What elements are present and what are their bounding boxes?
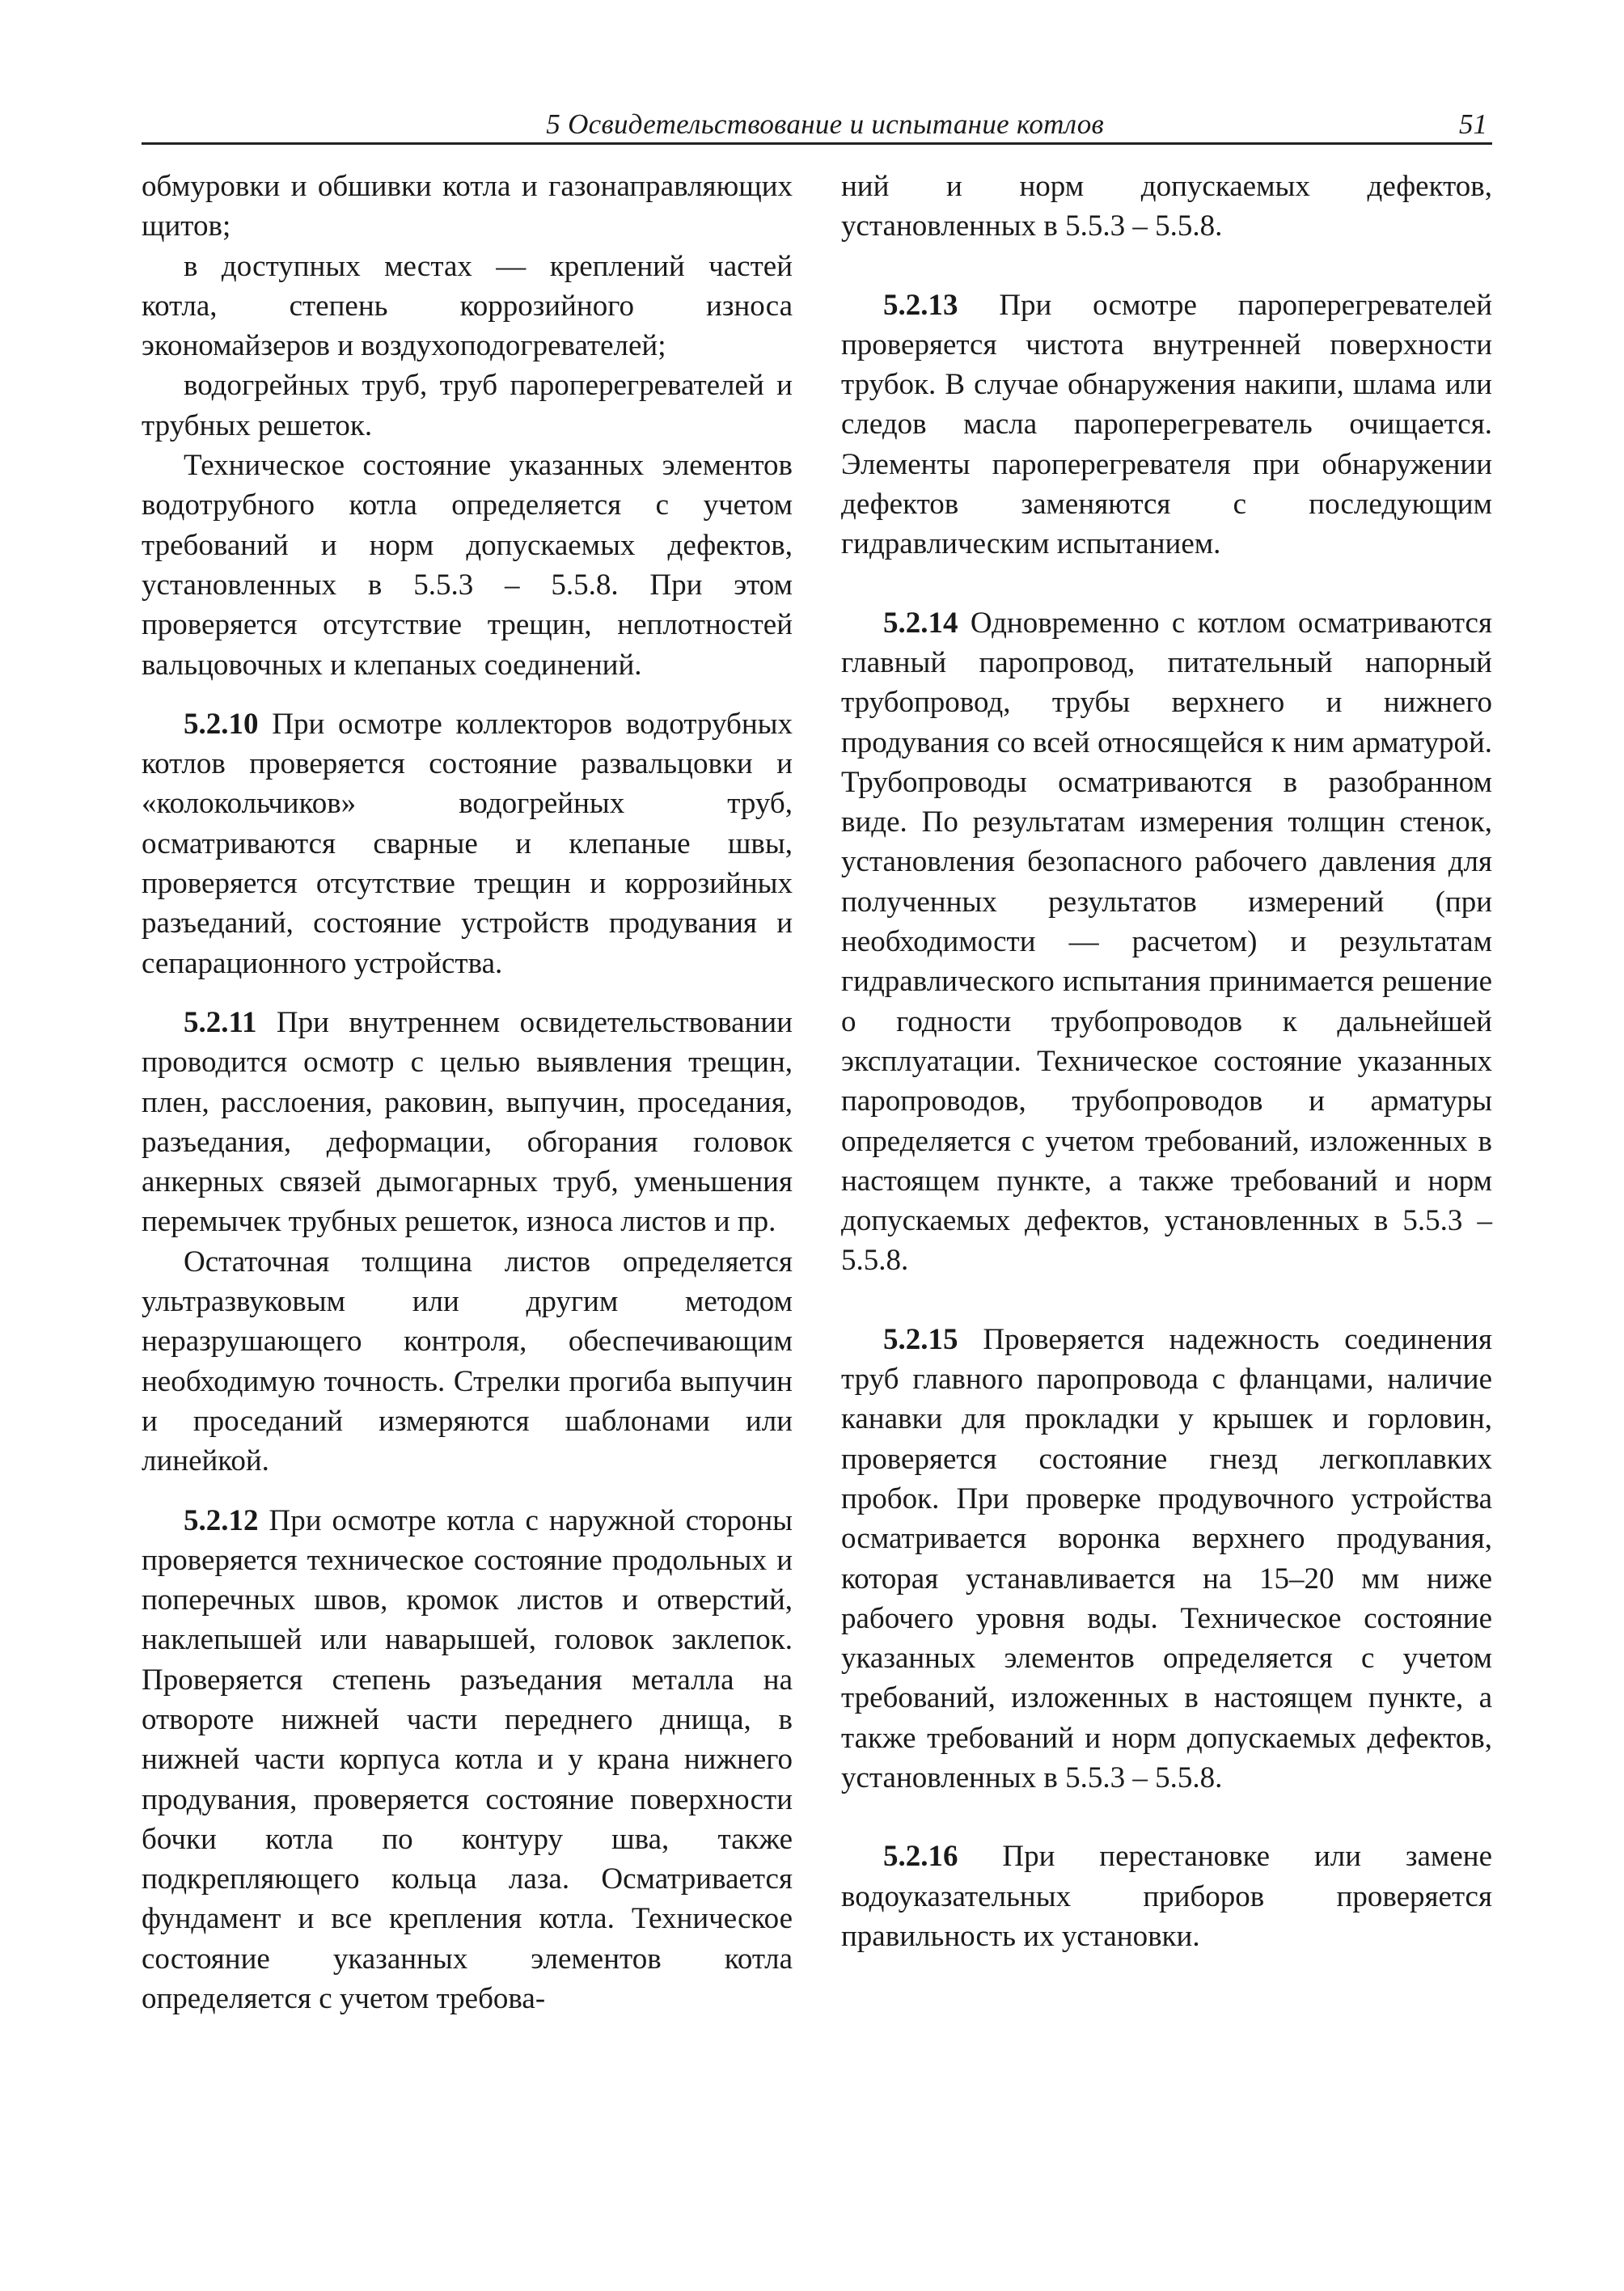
section-5-2-16 xyxy=(841,1837,1492,1956)
paragraph: в доступных местах — креплений частей котла, степень коррозийного износа экономайзеров и воздухоподогревателей; xyxy=(142,249,793,363)
section-number: 5.2.16 xyxy=(883,1840,958,1874)
right-column xyxy=(841,167,1492,1956)
page-number: 51 xyxy=(1459,108,1487,140)
paragraph: Техническое состояние указанных элементов водотрубного котла определяется с учетом требований и норм допускаемых дефектов, установленных в 5.5.3 – 5.5.8. При этом проверяется отсутствие трещин, неплотностей вальцовочных и клепаных соединений. xyxy=(142,449,793,682)
section-5-2-12 xyxy=(142,1501,793,2019)
section-text: При перестановке или замене водоуказательных приборов проверяется правильность их установки. xyxy=(841,1840,1492,1953)
section-number: 5.2.13 xyxy=(883,288,958,322)
page-header xyxy=(142,105,1492,145)
paragraph: обмуровки и обшивки котла и газонаправляющих щитов; xyxy=(142,170,793,243)
paragraph: водогрейных труб, труб пароперегревателей и трубных решеток. xyxy=(142,369,793,442)
section-5-2-10 xyxy=(142,704,793,983)
section-5-2-14 xyxy=(841,603,1492,1281)
section-number: 5.2.11 xyxy=(184,1005,257,1039)
section-text: Проверяется надежность соединения труб главного паропровода с фланцами, наличие канавки для прокладки у крышек и горловин, проверяется состояние гнезд легкоплавких пробок. При проверке продувочного устройства осматривается воронка верхнего продувания, которая устанавливается на 15–20 мм ниже рабочего уровня воды. Техническое состояние указанных элементов определяется с учетом требований, изложенных в настоящем пункте, а также требований и норм допускаемых дефектов, установленных в 5.5.3 – 5.5.8. xyxy=(841,1322,1492,1794)
section-number: 5.2.15 xyxy=(883,1322,958,1356)
section-text: При внутреннем освидетельствовании проводится осмотр с целью выявления трещин, плен, расслоения, раковин, выпучин, проседания, разъедания, деформации, обгорания головок анкерных связей дымогарных труб, уменьшения перемычек трубных решеток, износа листов и пр. xyxy=(142,1005,793,1239)
section-number: 5.2.12 xyxy=(184,1503,259,1537)
running-title: 5 Освидетельствование и испытание котлов xyxy=(546,108,1104,140)
paragraph: Остаточная толщина листов определяется ультразвуковым или другим методом неразрушающего контроля, обеспечивающим необходимую точность. Стрелки прогиба выпучин и проседаний измеряются шаблонами или линейкой. xyxy=(142,1245,793,1478)
section-number: 5.2.10 xyxy=(184,707,259,741)
section-5-2-15 xyxy=(841,1320,1492,1799)
left-column xyxy=(142,167,793,2018)
section-5-2-13 xyxy=(841,285,1492,564)
section-number: 5.2.14 xyxy=(883,606,958,640)
section-text: При осмотре пароперегревателей проверяется чистота внутренней поверхности трубок. В случае обнаружения накипи, шлама или следов масла пароперегреватель очищается. Элементы пароперегревателя при обнаружении дефектов заменяются с последующим гидравлическим испытанием. xyxy=(841,288,1492,561)
section-text: При осмотре котла с наружной стороны проверяется техническое состояние продольных и поперечных швов, кромок листов и отверстий, наклепышей или наварышей, головок заклепок. Проверяется степень разъедания металла на отвороте нижней части переднего днища, в нижней части корпуса котла и у крана нижнего продувания, проверяется состояние поверхности бочки котла по контуру шва, также подкрепляющего кольца лаза. Осматривается фундамент и все крепления котла. Техническое состояние указанных элементов котла определяется с учетом требова- xyxy=(142,1503,793,2016)
paragraph: ний и норм допускаемых дефектов, установленных в 5.5.3 – 5.5.8. xyxy=(841,170,1492,243)
section-text: При осмотре коллекторов водотрубных котлов проверяется состояние развальцовки и «колокольчиков» водогрейных труб, осматриваются сварные и клепаные швы, проверяется отсутствие трещин и коррозийных разъеданий, состояние устройств продувания и сепарационного устройства. xyxy=(142,707,793,980)
section-text: Одновременно с котлом осматриваются главный паропровод, питательный напорный трубопровод, трубы верхнего и нижнего продувания со всей относящейся к ним арматурой. Трубопроводы осматриваются в разобранном виде. По результатам измерения толщин стенок, установления безопасного рабочего давления для полученных результатов измерений (при необходимости — расчетом) и результатам гидравлического испытания принимается решение о годности трубопроводов к дальнейшей эксплуатации. Техническое состояние указанных паропроводов, трубопроводов и арматуры определяется с учетом требований, изложенных в настоящем пункте, а также требований и норм допускаемых дефектов, установленных в 5.5.3 – 5.5.8. xyxy=(841,606,1492,1278)
section-5-2-11 xyxy=(142,1003,793,1242)
